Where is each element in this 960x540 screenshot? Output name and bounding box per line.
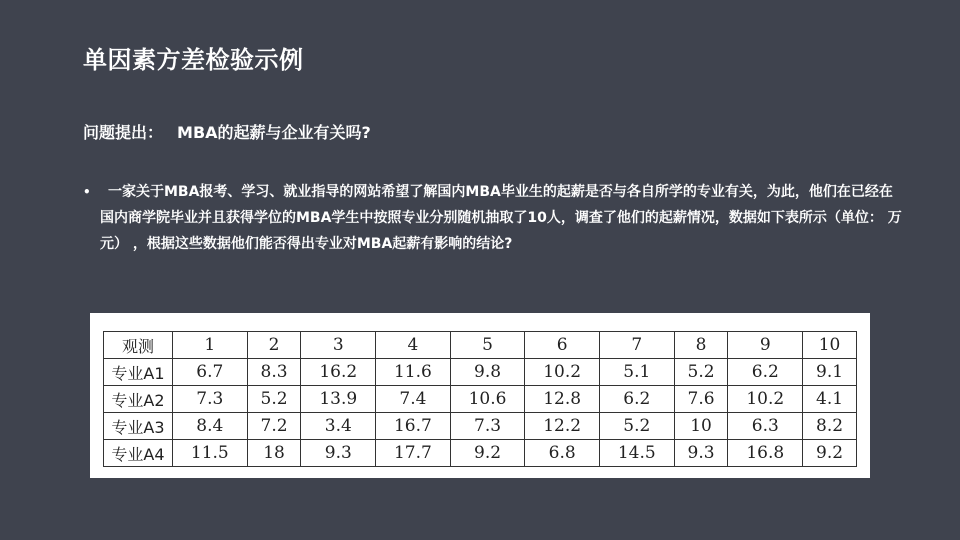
table-cell: 18	[247, 440, 301, 467]
table-cell: 7.6	[674, 386, 728, 413]
table-cell: 7.2	[247, 413, 301, 440]
table-cell: 6.7	[173, 359, 248, 386]
table-cell: 17.7	[376, 440, 451, 467]
table-column-header: 4	[376, 332, 451, 359]
table-column-header: 9	[728, 332, 803, 359]
table-cell: 13.9	[301, 386, 376, 413]
row-label: 专业A3	[104, 413, 173, 440]
table-cell: 6.8	[525, 440, 600, 467]
table-header-label: 观测	[104, 332, 173, 359]
table-cell: 8.2	[803, 413, 857, 440]
question-text: MBA的起薪与企业有关吗?	[177, 123, 371, 142]
table-column-header: 6	[525, 332, 600, 359]
table-cell: 5.2	[247, 386, 301, 413]
table-cell: 6.2	[728, 359, 803, 386]
slide-title: 单因素方差检验示例	[83, 46, 304, 74]
table-row	[104, 440, 857, 467]
table-column-header: 10	[803, 332, 857, 359]
table-cell: 11.6	[376, 359, 451, 386]
table-cell: 10	[674, 413, 728, 440]
table-cell: 10.6	[450, 386, 525, 413]
data-table-panel	[90, 313, 870, 478]
table-cell: 12.8	[525, 386, 600, 413]
table-cell: 10.2	[525, 359, 600, 386]
table-cell: 9.8	[450, 359, 525, 386]
bullet-paragraph	[83, 179, 903, 257]
table-cell: 10.2	[728, 386, 803, 413]
table-column-header: 2	[247, 332, 301, 359]
table-column-header: 5	[450, 332, 525, 359]
table-column-header: 1	[173, 332, 248, 359]
table-cell: 16.7	[376, 413, 451, 440]
row-label: 专业A1	[104, 359, 173, 386]
table-row	[104, 359, 857, 386]
table-cell: 5.2	[599, 413, 674, 440]
table-row	[104, 386, 857, 413]
table-header-row	[104, 332, 857, 359]
table-cell: 9.3	[674, 440, 728, 467]
table-cell: 9.3	[301, 440, 376, 467]
table-cell: 16.8	[728, 440, 803, 467]
table-cell: 9.2	[450, 440, 525, 467]
table-cell: 12.2	[525, 413, 600, 440]
table-cell: 14.5	[599, 440, 674, 467]
table-cell: 9.1	[803, 359, 857, 386]
table-cell: 6.2	[599, 386, 674, 413]
question-label: 问题提出：	[83, 123, 164, 142]
table-cell: 7.3	[450, 413, 525, 440]
bullet-marker: •	[83, 185, 91, 199]
table-cell: 5.1	[599, 359, 674, 386]
data-table	[103, 331, 857, 467]
table-cell: 11.5	[173, 440, 248, 467]
table-cell: 6.3	[728, 413, 803, 440]
table-cell: 7.3	[173, 386, 248, 413]
table-cell: 9.2	[803, 440, 857, 467]
table-row	[104, 413, 857, 440]
row-label: 专业A2	[104, 386, 173, 413]
table-cell: 16.2	[301, 359, 376, 386]
table-cell: 8.4	[173, 413, 248, 440]
table-cell: 5.2	[674, 359, 728, 386]
table-column-header: 3	[301, 332, 376, 359]
table-column-header: 7	[599, 332, 674, 359]
table-cell: 3.4	[301, 413, 376, 440]
table-column-header: 8	[674, 332, 728, 359]
table-cell: 8.3	[247, 359, 301, 386]
table-cell: 4.1	[803, 386, 857, 413]
bullet-text: 一家关于MBA报考、学习、就业指导的网站希望了解国内MBA毕业生的起薪是否与各自所学的专业有关，为此，他们在已经在国内商学院毕业并且获得学位的MBA学生中按照专业分别随机抽取了10人，调查了他们的起薪情况，数据如下表所示（单位： 万元） ，根据这些数据他们能否得出专业对MBA起薪有影响的结论?	[100, 184, 902, 252]
row-label: 专业A4	[104, 440, 173, 467]
table-cell: 7.4	[376, 386, 451, 413]
question-line	[83, 120, 371, 143]
